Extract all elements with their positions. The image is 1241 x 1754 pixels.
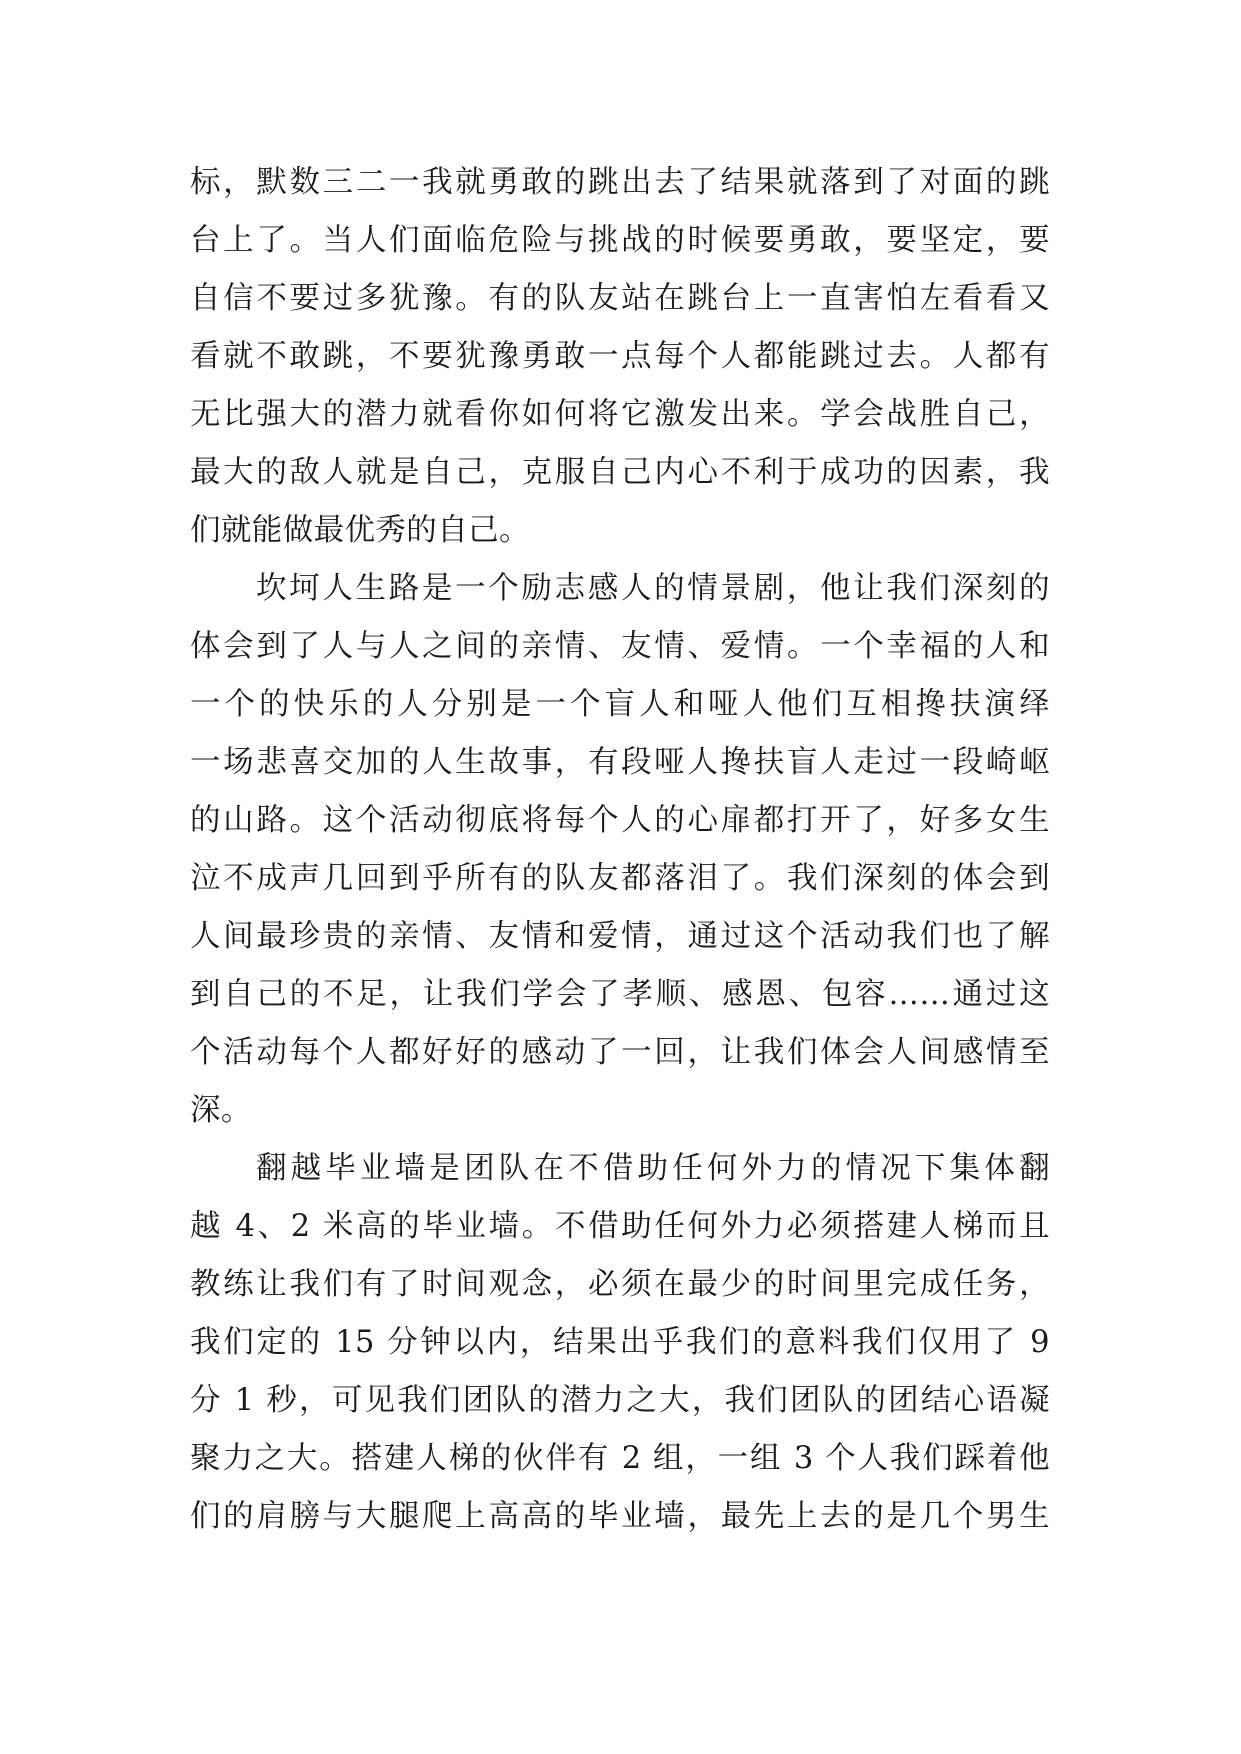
paragraph-1 [190, 154, 1050, 560]
paragraph-3 [190, 1140, 1050, 1546]
text-line: 泣不成声几回到乎所有的队友都落泪了。我们深刻的体会到 [190, 861, 1050, 896]
text-line: 人间最珍贵的亲情、友情和爱情，通过这个活动我们也了解 [190, 919, 1050, 954]
text-line: 坎坷人生路是一个励志感人的情景剧，他让我们深刻的 [256, 571, 1050, 606]
text-line: 教练让我们有了时间观念，必须在最少的时间里完成任务， [190, 1267, 1050, 1302]
text-line: 我们定的 15 分钟以内，结果出乎我们的意料我们仅用了 9 [190, 1325, 1050, 1360]
text-line: 一场悲喜交加的人生故事，有段哑人搀扶盲人走过一段崎岖 [190, 745, 1050, 780]
text-line: 分 1 秒，可见我们团队的潜力之大，我们团队的团结心语凝 [190, 1383, 1050, 1418]
text-line: 深。 [190, 1093, 252, 1128]
text-line: 们的肩膀与大腿爬上高高的毕业墙，最先上去的是几个男生 [190, 1499, 1050, 1534]
text-line: 看就不敢跳，不要犹豫勇敢一点每个人都能跳过去。人都有 [190, 339, 1050, 374]
text-line: 个活动每个人都好好的感动了一回，让我们体会人间感情至 [190, 1035, 1050, 1070]
text-line: 到自己的不足，让我们学会了孝顺、感恩、包容……通过这 [190, 977, 1050, 1012]
paragraph-2 [190, 560, 1050, 1140]
text-line: 翻越毕业墙是团队在不借助任何外力的情况下集体翻 [256, 1151, 1050, 1186]
text-line: 聚力之大。搭建人梯的伙伴有 2 组，一组 3 个人我们踩着他 [190, 1441, 1050, 1476]
text-line: 越 4、2 米高的毕业墙。不借助任何外力必须搭建人梯而且 [190, 1209, 1050, 1244]
text-line: 台上了。当人们面临危险与挑战的时候要勇敢，要坚定，要 [190, 223, 1050, 258]
text-line: 体会到了人与人之间的亲情、友情、爱情。一个幸福的人和 [190, 629, 1050, 664]
text-line: 一个的快乐的人分别是一个盲人和哑人他们互相搀扶演绎 [190, 687, 1050, 722]
text-line: 的山路。这个活动彻底将每个人的心扉都打开了，好多女生 [190, 803, 1050, 838]
text-line: 无比强大的潜力就看你如何将它激发出来。学会战胜自己， [190, 397, 1050, 432]
text-line: 最大的敌人就是自己，克服自己内心不利于成功的因素，我 [190, 455, 1050, 490]
text-line: 们就能做最优秀的自己。 [190, 513, 530, 548]
text-line: 自信不要过多犹豫。有的队友站在跳台上一直害怕左看看又 [190, 281, 1050, 316]
text-line: 标，默数三二一我就勇敢的跳出去了结果就落到了对面的跳 [190, 165, 1050, 200]
